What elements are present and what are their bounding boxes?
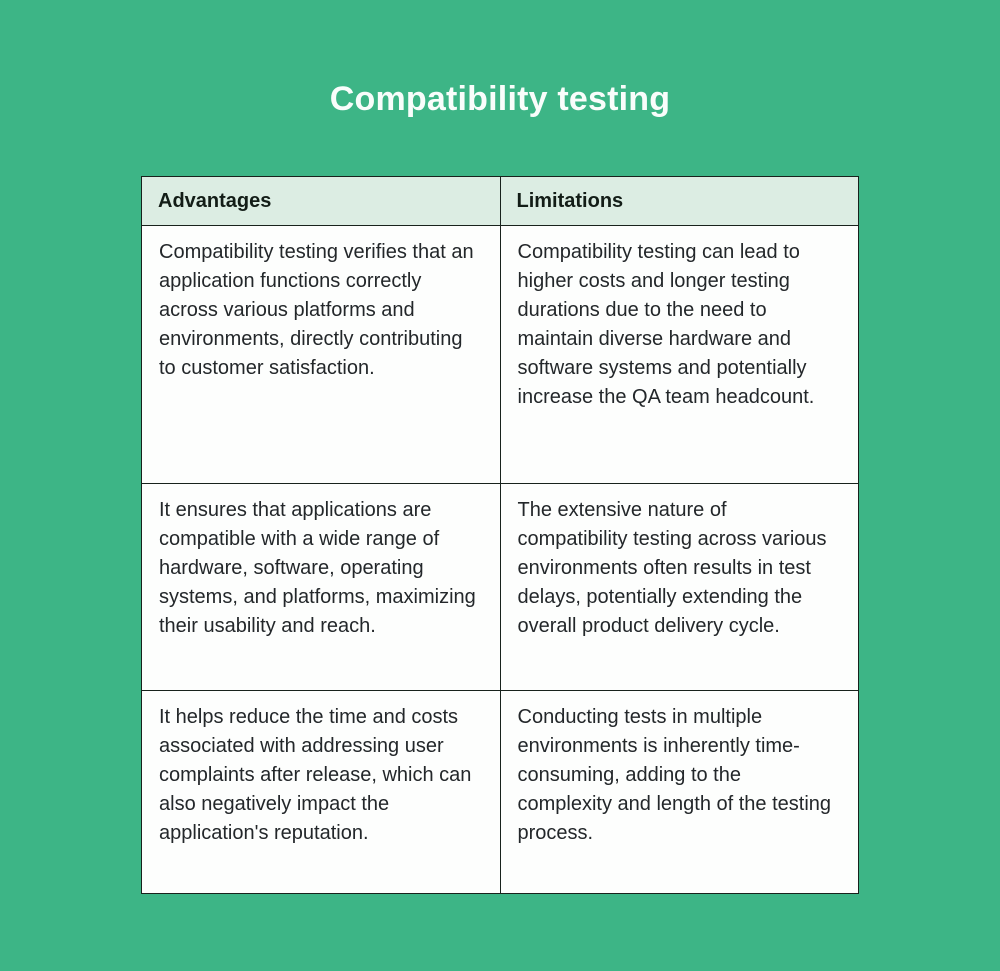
advantages-cell: It helps reduce the time and costs associated with addressing user complaints after release, which can also negatively impact the application's reputation. [142,691,501,894]
limitations-cell: The extensive nature of compatibility testing across various environments often results in test delays, potentially extending the overall product delivery cycle. [500,484,859,691]
table-row [142,691,859,894]
advantages-cell: Compatibility testing verifies that an application functions correctly across various platforms and environments, directly contributing to customer satisfaction. [142,226,501,484]
table-row [142,484,859,691]
limitations-cell: Conducting tests in multiple environments is inherently time-consuming, adding to the complexity and length of the testing process. [500,691,859,894]
column-header-advantages: Advantages [142,177,501,226]
advantages-cell: It ensures that applications are compatible with a wide range of hardware, software, operating systems, and platforms, maximizing their usability and reach. [142,484,501,691]
table-body [142,226,859,894]
column-header-limitations: Limitations [500,177,859,226]
advantages-limitations-table [141,176,859,894]
page-title: Compatibility testing [329,80,671,118]
limitations-cell: Compatibility testing can lead to higher costs and longer testing durations due to the need to maintain diverse hardware and software systems and potentially increase the QA team headcount. [500,226,859,484]
table-header-row [142,177,859,226]
table-row [142,226,859,484]
table-header [142,177,859,226]
